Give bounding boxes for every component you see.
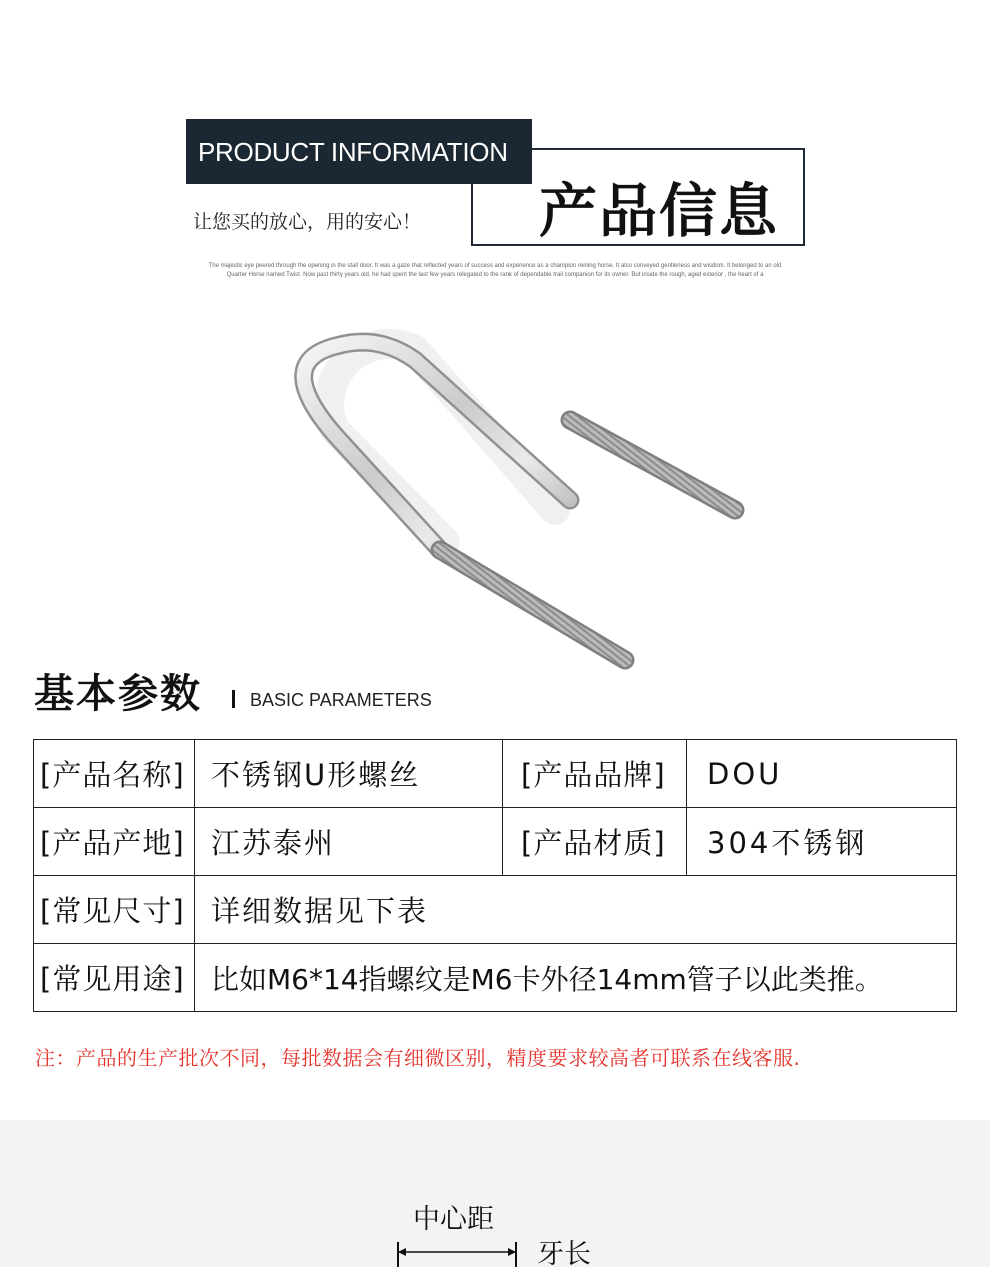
row-key: [常见尺寸] — [34, 876, 195, 944]
params-table — [33, 739, 957, 1012]
table-row — [34, 876, 957, 944]
row-value: 详细数据见下表 — [195, 876, 957, 944]
params-title-en: BASIC PARAMETERS — [250, 690, 432, 710]
row-key: [常见用途] — [34, 944, 195, 1012]
row-value: 比如M6*14指螺纹是M6卡外径14mm管子以此类推。 — [195, 944, 957, 1012]
u-bolt-image — [200, 300, 800, 670]
thread-length-label: 牙长 — [537, 1239, 591, 1267]
row-key: [产品产地] — [34, 808, 195, 876]
row-key: [产品名称] — [34, 740, 195, 808]
row-value: DOU — [687, 740, 957, 808]
table-row — [34, 944, 957, 1012]
title-banner — [186, 119, 532, 184]
row-value: 江苏泰州 — [195, 808, 503, 876]
note-text: 注：产品的生产批次不同，每批数据会有细微区别，精度要求较高者可联系在线客服. — [35, 1046, 801, 1070]
title-en: PRODUCT INFORMATION — [198, 137, 508, 167]
title-cn: 产品信息 — [539, 177, 780, 245]
params-divider — [232, 690, 235, 708]
center-distance-label: 中心距 — [413, 1204, 494, 1235]
row-key: [产品品牌] — [503, 740, 687, 808]
params-title-cn: 基本参数 — [34, 671, 202, 717]
dimension-line — [396, 1236, 526, 1267]
row-value: 不锈钢U形螺丝 — [195, 740, 503, 808]
decorative-paragraph: The majestic eye peered through the opening in the stall door. It was a gaze that reflected years of success and experience as a champion reining horse. It also conveyed gentleness and wisdom. It belonged to an old Quarter Horse named Twist. Now past thirty years old, he had spent the last few years relegated to the rank of dependable trail companion for its owner. But inside the rough, aged exterior , the heart of a — [208, 263, 782, 278]
table-row — [34, 740, 957, 808]
slogan: 让您买的放心，用的安心！ — [193, 211, 422, 233]
table-row — [34, 808, 957, 876]
row-value: 304不锈钢 — [687, 808, 957, 876]
row-key: [产品材质] — [503, 808, 687, 876]
